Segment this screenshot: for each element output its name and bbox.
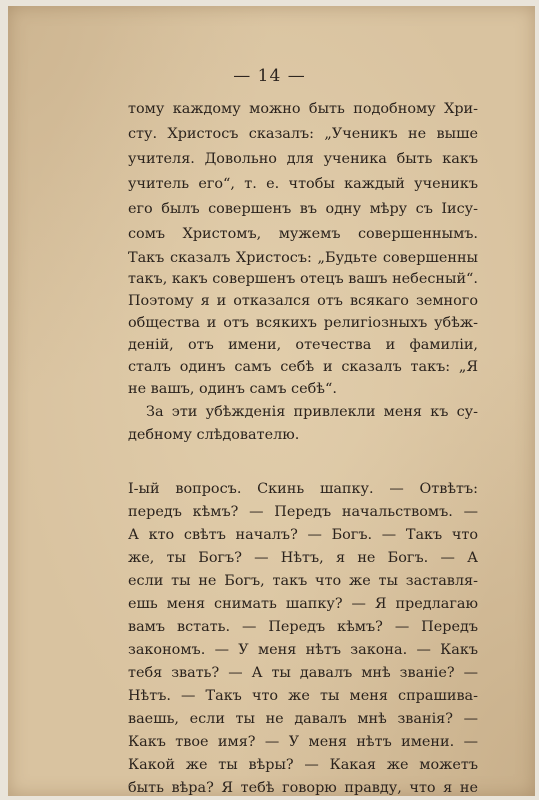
text-line: сомъ Христомъ, мужемъ совершеннымъ. (128, 226, 478, 242)
text-line: І-ый вопросъ. Скинь шапку. — Отвѣтъ: (128, 481, 478, 497)
text-line: дебному слѣдователю. (128, 427, 300, 443)
text-line: Поэтому я и отказался отъ всякаго земного (128, 293, 478, 309)
text-line: За эти убѣжденія привлекли меня къ су- (146, 404, 478, 420)
text-line: А кто свѣтъ началъ? — Богъ. — Такъ что (128, 527, 478, 543)
text-line: вамъ встать. — Передъ кѣмъ? — Передъ (128, 619, 478, 635)
text-line: закономъ. — У меня нѣтъ закона. — Какъ (128, 642, 478, 658)
text-line: Такъ сказалъ Христосъ: „Будьте совершенны (128, 250, 478, 266)
text-line: сту. Христосъ сказалъ: „Ученикъ не выше (128, 126, 478, 142)
text-line: ешь меня снимать шапку? — Я предлагаю (128, 596, 478, 612)
text-line: его былъ совершенъ въ одну мѣру съ Іису- (128, 201, 478, 217)
text-line: передъ кѣмъ? — Передъ начальствомъ. — (128, 504, 478, 520)
text-line: если ты не Богъ, такъ что же ты заставля- (128, 573, 478, 589)
page-number: — 14 — (233, 66, 306, 86)
text-line: учитель его“, т. е. чтобы каждый ученикъ (128, 176, 478, 192)
text-line: Какой же ты вѣры? — Какая же можетъ (128, 757, 478, 773)
text-line: не вашъ, одинъ самъ себѣ“. (128, 381, 337, 397)
text-line: общества и отъ всякихъ религіозныхъ убѣж- (128, 315, 478, 331)
text-line: тому каждому можно быть подобному Хри- (128, 101, 478, 117)
text-line: же, ты Богъ? — Нѣтъ, я не Богъ. — А (128, 550, 478, 566)
text-line: деній, отъ имени, отечества и фамиліи, (128, 337, 478, 353)
text-line: учителя. Довольно для ученика быть какъ (128, 151, 478, 167)
text-line: сталъ одинъ самъ себѣ и сказалъ такъ: „Я (128, 359, 478, 375)
text-line: тебя звать? — А ты давалъ мнѣ званіе? — (128, 665, 478, 681)
text-line: быть вѣра? Я тебѣ говорю правду, что я не (128, 780, 478, 796)
text-line: Какъ твое имя? — У меня нѣтъ имени. — (128, 734, 478, 750)
text-line: такъ, какъ совершенъ отецъ вашъ небесный“. (128, 271, 478, 287)
text-line: ваешь, если ты не давалъ мнѣ званія? — (128, 711, 478, 727)
text-line: Нѣтъ. — Такъ что же ты меня спрашива- (128, 688, 478, 704)
